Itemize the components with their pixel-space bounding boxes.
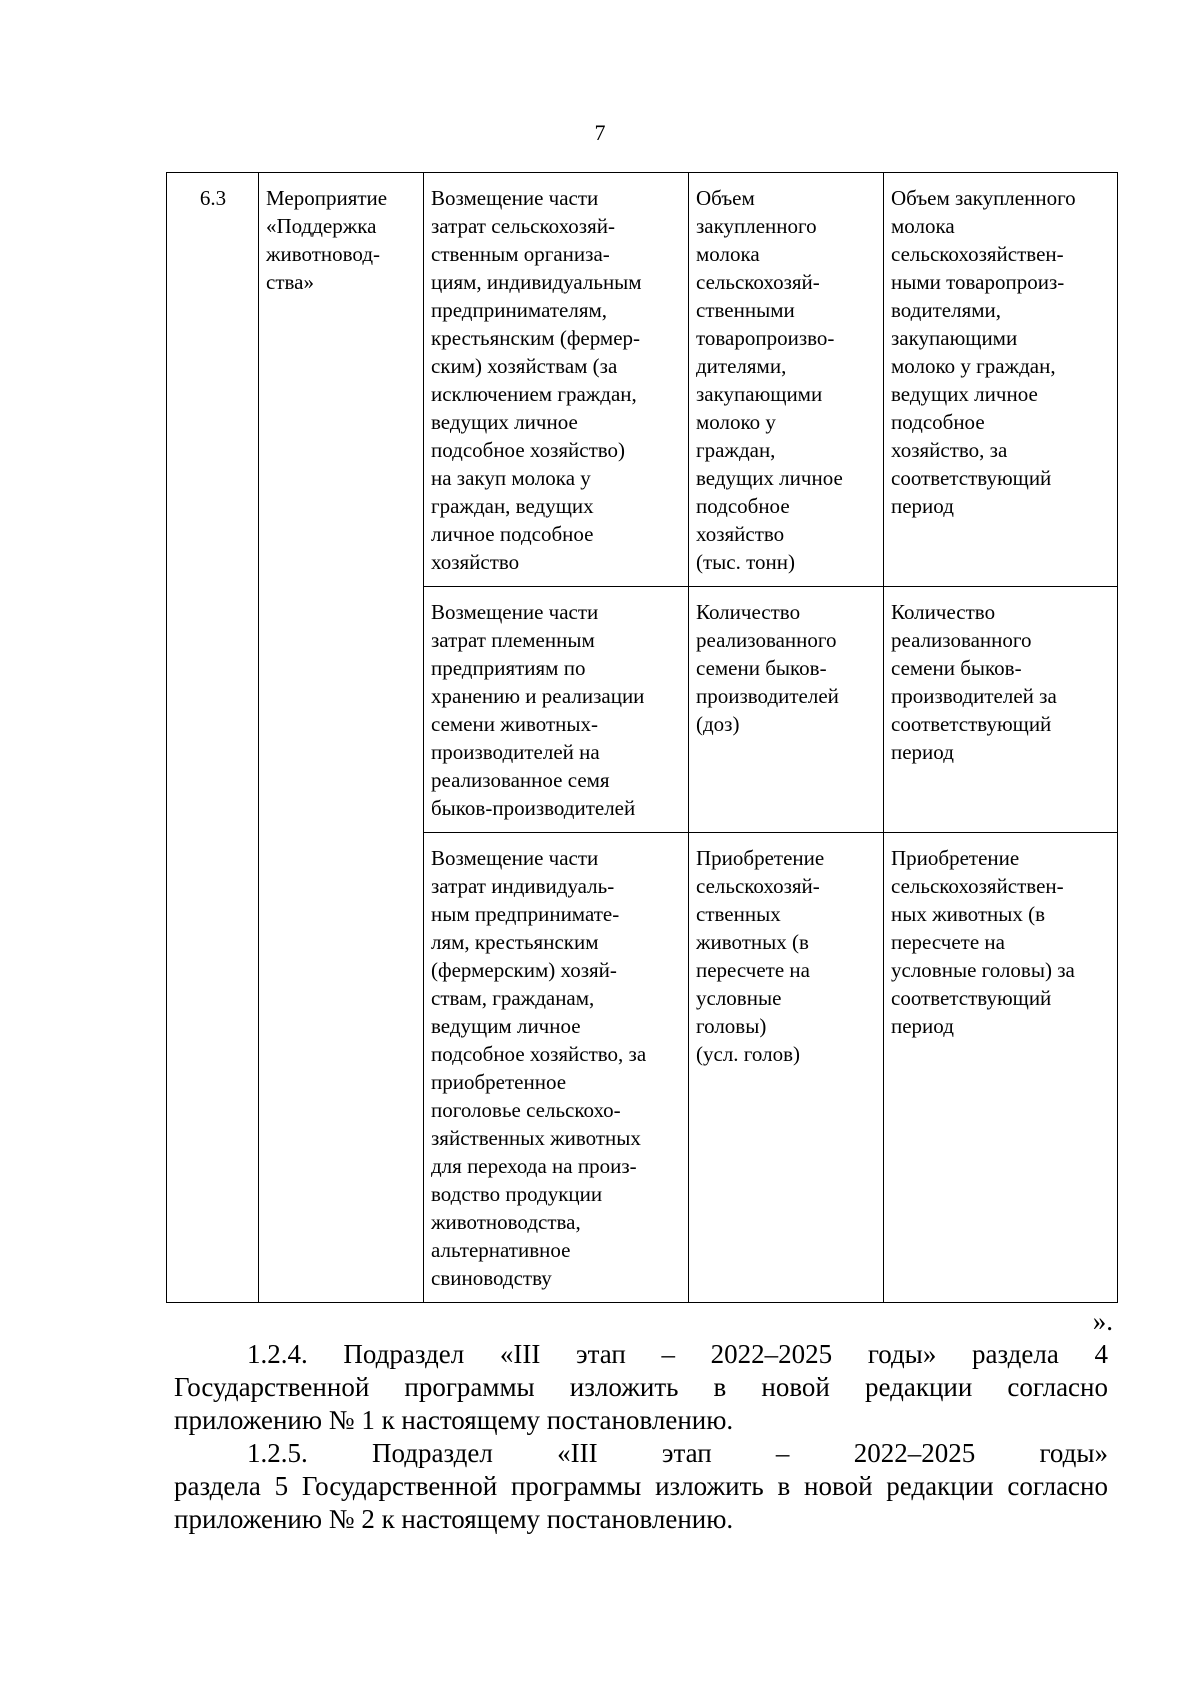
paragraph-1-2-5 xyxy=(174,1437,1108,1536)
measure-cell: Возмещение части затрат индивидуаль- ным предпринимате- лям, крестьянским (фермерским) хозяй- ствам, гражданам, ведущим личное подсобное хозяйство, за приобретенное поголовье сельскохо- зяйственных животных для перехода на произ- водство продукции животноводства, альтернативное свиноводству xyxy=(424,833,689,1303)
indicator-cell: Объем закупленного молока сельскохозяй- ственными товаропроизво- дителями, закупающими молоко у граждан, ведущих личное подсобное хозяйство (тыс. тонн) xyxy=(689,173,884,587)
paragraph-1-2-4 xyxy=(174,1338,1108,1437)
event-name-cell: Мероприятие «Поддержка животновод- ства» xyxy=(259,173,424,1303)
table-row xyxy=(167,173,1118,587)
measure-cell: Возмещение части затрат сельскохозяй- ственным организа- циям, индивидуальным предпринимателям, крестьянским (фермер- ским) хозяйствам (за исключением граждан, ведущих личное подсобное хозяйство) на закуп молока у граждан, ведущих личное подсобное хозяйство xyxy=(424,173,689,587)
paragraph-line: приложению № 2 к настоящему постановлению. xyxy=(174,1504,734,1534)
result-cell: Количество реализованного семени быков- производителей за соответствующий период xyxy=(884,587,1118,833)
result-cell: Объем закупленного молока сельскохозяйствен- ными товаропроиз- водителями, закупающими молоко у граждан, ведущих личное подсобное хозяйство, за соответствующий период xyxy=(884,173,1118,587)
result-cell: Приобретение сельскохозяйствен- ных животных (в пересчете на условные головы) за соответствующий период xyxy=(884,833,1118,1303)
paragraph-line: приложению № 1 к настоящему постановлению. xyxy=(174,1405,734,1435)
indicator-cell: Приобретение сельскохозяй- ственных животных (в пересчете на условные головы) (усл. голов) xyxy=(689,833,884,1303)
paragraph-line: 1.2.5. Подраздел «III этап – 2022–2025 годы» xyxy=(247,1438,1108,1468)
paragraph-line: 1.2.4. Подраздел «III этап – 2022–2025 годы» раздела 4 xyxy=(247,1339,1108,1369)
indicator-cell: Количество реализованного семени быков- производителей (доз) xyxy=(689,587,884,833)
measure-cell: Возмещение части затрат племенным предприятиям по хранению и реализации семени животных- производителей на реализованное семя быков-производителей xyxy=(424,587,689,833)
paragraph-line: раздела 5 Государственной программы изложить в новой редакции согласно xyxy=(174,1471,1108,1501)
measures-table xyxy=(166,172,1118,1303)
page-number: 7 xyxy=(594,120,606,145)
row-number-cell: 6.3 xyxy=(167,173,259,1303)
paragraph-line: Государственной программы изложить в новой редакции согласно xyxy=(174,1372,1108,1402)
closing-quote: ». xyxy=(1092,1306,1113,1336)
